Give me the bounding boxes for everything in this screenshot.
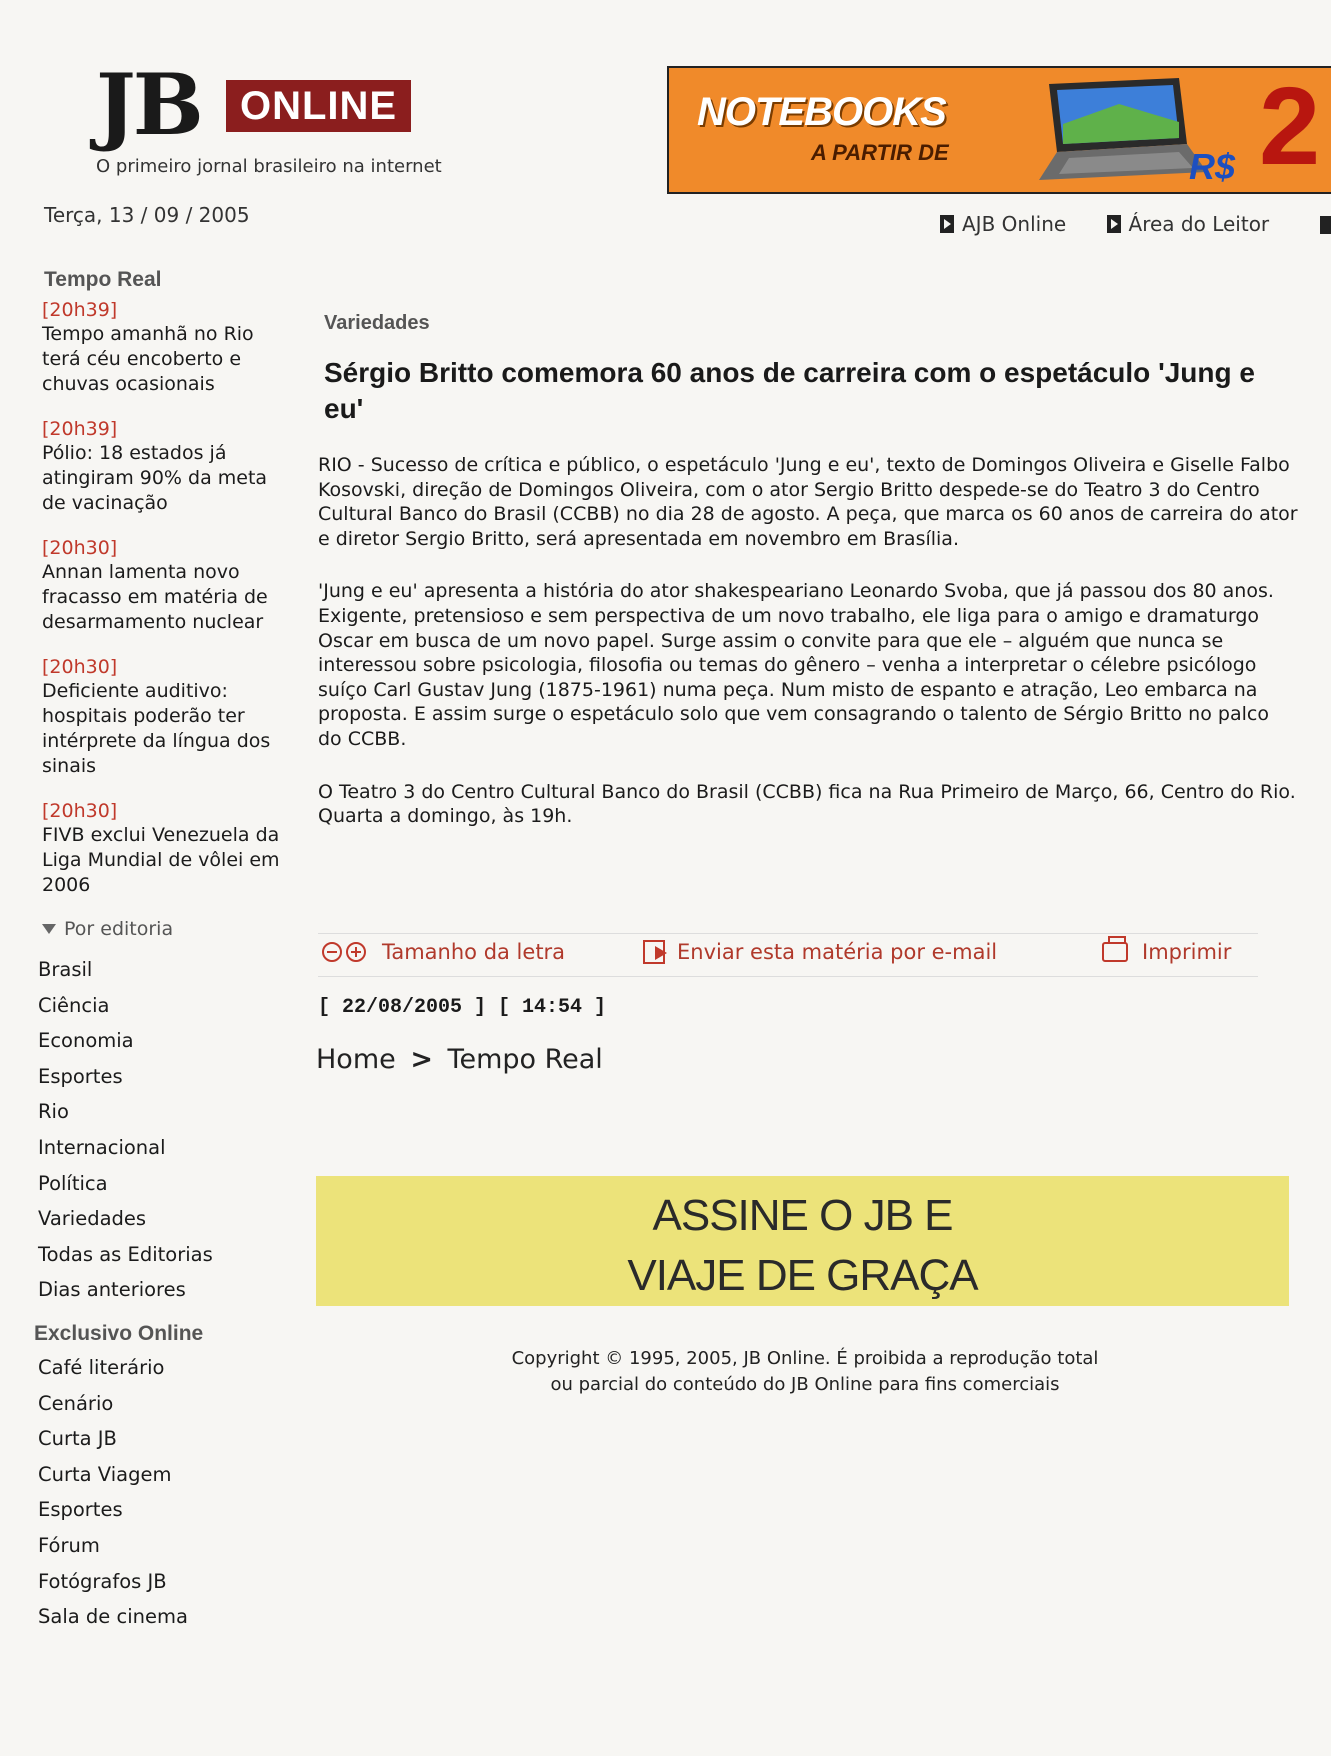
news-item[interactable] — [42, 417, 290, 516]
news-headline[interactable]: Pólio: 18 estados já atingiram 90% da meta de vacinação — [42, 442, 268, 514]
article-headline: Sérgio Britto comemora 60 anos de carreira com o espetáculo 'Jung e eu' — [324, 357, 1255, 424]
top-link-label: Área do Leitor — [1128, 212, 1270, 236]
news-item[interactable] — [42, 536, 290, 635]
editorial-dropdown[interactable] — [42, 918, 290, 940]
sidebar-item-sala-de-cinema[interactable]: Sala de cinema — [38, 1605, 188, 1629]
copyright-notice — [340, 1346, 1270, 1398]
sidebar-item-esportes-exclusivo[interactable]: Esportes — [38, 1498, 123, 1522]
sidebar-item-internacional[interactable]: Internacional — [38, 1135, 166, 1159]
sidebar-item-cenario[interactable]: Cenário — [38, 1391, 114, 1415]
article-timestamp: [ 22/08/2005 ] [ 14:54 ] — [318, 996, 607, 1019]
sidebar-item-fotografos-jb[interactable]: Fotógrafos JB — [38, 1569, 167, 1593]
news-item[interactable] — [42, 298, 290, 397]
copyright-line-1: Copyright © 1995, 2005, JB Online. É proibida a reprodução total — [511, 1348, 1099, 1369]
email-article-button[interactable] — [643, 940, 997, 964]
realtime-heading: Tempo Real — [44, 268, 162, 291]
arrow-right-icon — [940, 215, 954, 233]
email-article-label: Enviar esta matéria por e-mail — [677, 940, 998, 964]
sidebar-item-esportes[interactable]: Esportes — [38, 1064, 123, 1088]
subscription-banner-ad[interactable] — [316, 1176, 1289, 1306]
copyright-line-2: ou parcial do conteúdo do JB Online para fins comerciais — [550, 1374, 1060, 1395]
banner-subtitle: A PARTIR DE — [811, 140, 949, 165]
logo-online: ONLINE — [226, 80, 411, 132]
zoom-in-icon[interactable] — [346, 942, 366, 962]
font-size-control[interactable] — [322, 940, 565, 964]
news-time: [20h39] — [42, 418, 118, 440]
exclusive-heading: Exclusivo Online — [34, 1321, 204, 1345]
page-date: Terça, 13 / 09 / 2005 — [44, 203, 250, 227]
banner-big-digit: 2 — [1259, 66, 1321, 188]
print-label: Imprimir — [1142, 940, 1232, 964]
sidebar-item-forum[interactable]: Fórum — [38, 1533, 100, 1557]
news-time: [20h30] — [42, 800, 118, 822]
sidebar-item-todas-editorias[interactable]: Todas as Editorias — [38, 1242, 213, 1266]
triangle-down-icon — [42, 924, 56, 934]
sidebar-item-cafe-literario[interactable]: Café literário — [38, 1355, 165, 1379]
site-logo[interactable] — [96, 55, 496, 190]
sidebar-item-variedades[interactable]: Variedades — [38, 1207, 147, 1231]
breadcrumb-home[interactable]: Home — [316, 1044, 396, 1075]
sidebar-item-dias-anteriores[interactable]: Dias anteriores — [38, 1278, 186, 1302]
news-headline[interactable]: Tempo amanhã no Rio terá céu encoberto e chuvas ocasionais — [42, 323, 254, 395]
top-link-area-do-leitor[interactable] — [1107, 212, 1270, 236]
sidebar-item-rio[interactable]: Rio — [38, 1100, 69, 1124]
news-item[interactable] — [42, 799, 290, 898]
ad-line-2: VIAJE DE GRAÇA — [627, 1251, 978, 1300]
sidebar-item-curta-viagem[interactable]: Curta Viagem — [38, 1462, 172, 1486]
sidebar — [30, 268, 290, 1635]
article-paragraph: O Teatro 3 do Centro Cultural Banco do Brasil (CCBB) fica na Rua Primeiro de Março, 66, Centro do Rio. Quarta a domingo, às 19h. — [318, 780, 1296, 828]
sidebar-item-economia[interactable]: Economia — [38, 1029, 134, 1053]
banner-title: NOTEBOOKS — [697, 90, 946, 134]
sidebar-item-curta-jb[interactable]: Curta JB — [38, 1427, 117, 1451]
article-paragraph: 'Jung e eu' apresenta a história do ator shakespeariano Leonardo Svoba, que já passou dos 80 anos. Exigente, pretensioso e sem perspectiva de um novo trabalho, ele liga para o amigo e dramaturgo Oscar em busca de um novo papel. Surge assim o convite para que ele – alguém que nunca se interessou sobre psicologia, filosofia ou temas do gênero – venha a interpretar o célebre psicólogo suíço Carl Gustav Jung (1875-1961) numa peça. Num misto de espanto e atração, Leo embarca na proposta. E assim surge o espetáculo solo que vem consagrando o talento de Sérgio Britto no palco do CCBB. — [318, 580, 1274, 750]
arrow-right-icon — [1107, 215, 1121, 233]
news-headline[interactable]: FIVB exclui Venezuela da Liga Mundial de vôlei em 2006 — [42, 824, 280, 896]
banner-currency: R$ — [1189, 146, 1236, 187]
news-item[interactable] — [42, 655, 290, 779]
breadcrumb — [316, 1044, 603, 1075]
breadcrumb-separator: > — [410, 1044, 433, 1075]
sidebar-item-brasil[interactable]: Brasil — [38, 958, 93, 981]
send-email-icon — [643, 940, 665, 964]
editorial-heading: Por editoria — [64, 918, 174, 940]
news-time: [20h39] — [42, 299, 118, 321]
print-button[interactable] — [1102, 940, 1231, 964]
news-headline[interactable]: Deficiente auditivo: hospitais poderão ter intérprete da língua dos sinais — [42, 680, 271, 777]
arrow-right-icon[interactable] — [1320, 216, 1331, 234]
ad-line-1: ASSINE O JB E — [652, 1191, 953, 1240]
article-paragraph: RIO - Sucesso de crítica e público, o espetáculo 'Jung e eu', texto de Domingos Oliveira e Giselle Falbo Kosovski, direção de Domingos Oliveira, com o ator Sergio Britto despede-se do Teatro 3 do Centro Cultural Banco do Brasil (CCBB) no dia 28 de agosto. A peça, que marca os 60 anos de carreira do ator e diretor Sergio Britto, será apresentada em novembro em Brasília. — [318, 454, 1298, 550]
site-tagline: O primeiro jornal brasileiro na internet — [96, 156, 442, 177]
top-link-label: AJB Online — [962, 212, 1067, 236]
news-time: [20h30] — [42, 537, 118, 559]
zoom-out-icon[interactable] — [322, 942, 342, 962]
article-tools — [318, 933, 1258, 977]
news-headline[interactable]: Annan lamenta novo fracasso em matéria de desarmamento nuclear — [42, 561, 268, 633]
news-time: [20h30] — [42, 656, 118, 678]
sidebar-item-politica[interactable]: Política — [38, 1171, 108, 1195]
font-size-label: Tamanho da letra — [382, 940, 566, 964]
notebooks-banner-ad[interactable] — [667, 66, 1331, 194]
article — [318, 312, 1298, 857]
laptop-icon — [1009, 74, 1209, 184]
printer-icon — [1102, 942, 1128, 962]
sidebar-item-ciencia[interactable]: Ciência — [38, 993, 110, 1017]
article-section: Variedades — [324, 312, 430, 334]
breadcrumb-current[interactable]: Tempo Real — [447, 1044, 603, 1075]
top-link-ajb-online[interactable] — [940, 212, 1066, 236]
logo-jb: JB — [96, 55, 201, 154]
top-links — [940, 212, 1303, 238]
